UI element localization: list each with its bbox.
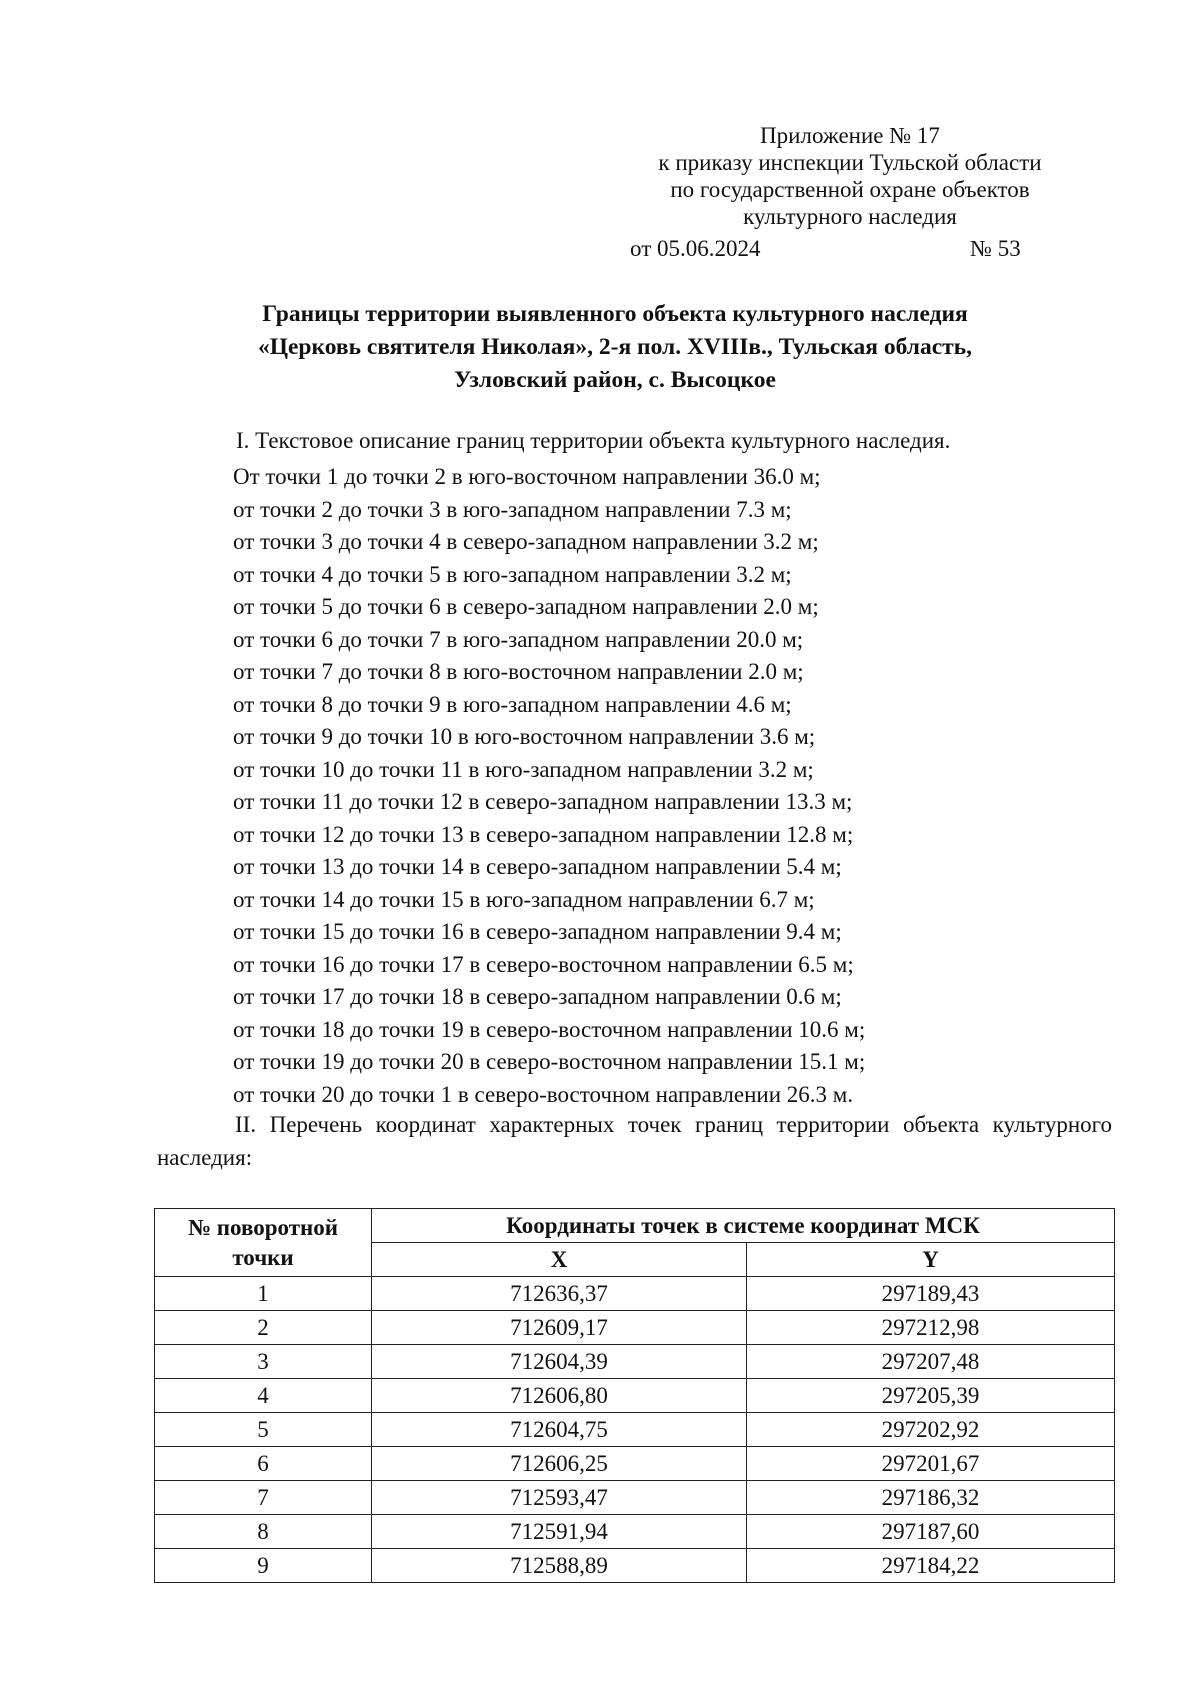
boundary-description-item: от точки 4 до точки 5 в юго-западном направлении 3.2 м;: [233, 561, 792, 587]
section-2-heading: II. Перечень координат характерных точек границ территории объекта культурного наследия:: [157, 1112, 1112, 1170]
header-point-number: № поворотной точки: [155, 1209, 372, 1277]
boundary-description-item: от точки 19 до точки 20 в северо-восточном направлении 15.1 м;: [233, 1049, 866, 1074]
boundary-description-item: от точки 10 до точки 11 в юго-западном направлении 3.2 м;: [233, 756, 814, 782]
table-row: [155, 1481, 1115, 1515]
boundary-description-item: от точки 11 до точки 12 в северо-западном направлении 13.3 м;: [233, 789, 853, 814]
cell-y: 297187,60: [747, 1515, 1115, 1549]
boundary-description-item: от точки 16 до точки 17 в северо-восточном направлении 6.5 м;: [233, 951, 854, 977]
boundary-description-item: от точки 5 до точки 6 в северо-западном направлении 2.0 м;: [233, 594, 819, 619]
header-coordinates: Координаты точек в системе координат МСК: [372, 1209, 1115, 1243]
boundary-description-item: от точки 20 до точки 1 в северо-восточном направлении 26.3 м.: [233, 1081, 854, 1107]
cell-y: 297184,22: [747, 1549, 1115, 1583]
cell-x: 712591,94: [372, 1515, 747, 1549]
cell-x: 712606,25: [372, 1447, 747, 1481]
header-y: Y: [747, 1243, 1115, 1277]
cell-x: 712604,75: [372, 1413, 747, 1447]
cell-x: 712609,17: [372, 1311, 747, 1345]
title-line-1: Границы территории выявленного объекта культурного наследия: [262, 301, 968, 327]
cell-y: 297201,67: [747, 1447, 1115, 1481]
appendix-order-line: к приказу инспекции Тульской области: [658, 150, 1042, 175]
appendix-authority-line: по государственной охране объектов: [670, 177, 1030, 202]
cell-point: 5: [155, 1413, 372, 1447]
cell-point: 2: [155, 1311, 372, 1345]
cell-y: 297207,48: [747, 1345, 1115, 1379]
cell-y: 297212,98: [747, 1311, 1115, 1345]
cell-x: 712636,37: [372, 1277, 747, 1311]
boundary-description-item: От точки 1 до точки 2 в юго-восточном направлении 36.0 м;: [233, 464, 821, 489]
boundary-description-item: от точки 17 до точки 18 в северо-западном направлении 0.6 м;: [233, 984, 842, 1009]
cell-point: 8: [155, 1515, 372, 1549]
table-row: [155, 1413, 1115, 1447]
cell-x: 712604,39: [372, 1345, 747, 1379]
cell-point: 7: [155, 1481, 372, 1515]
coordinates-table: [154, 1208, 1115, 1583]
table-row: [155, 1379, 1115, 1413]
cell-y: 297186,32: [747, 1481, 1115, 1515]
boundary-description-item: от точки 7 до точки 8 в юго-восточном направлении 2.0 м;: [233, 659, 804, 684]
cell-point: 6: [155, 1447, 372, 1481]
table-row: [155, 1549, 1115, 1583]
cell-x: 712606,80: [372, 1379, 747, 1413]
header-x: X: [372, 1243, 747, 1277]
table-row: [155, 1447, 1115, 1481]
table-row: [155, 1515, 1115, 1549]
cell-y: 297205,39: [747, 1379, 1115, 1413]
cell-point: 4: [155, 1379, 372, 1413]
boundary-description-item: от точки 15 до точки 16 в северо-западном направлении 9.4 м;: [233, 919, 842, 944]
cell-point: 1: [155, 1277, 372, 1311]
cell-point: 9: [155, 1549, 372, 1583]
boundary-description-item: от точки 8 до точки 9 в юго-западном направлении 4.6 м;: [233, 691, 792, 717]
order-number: № 53: [970, 236, 1021, 261]
title-line-3: Узловский район, с. Высоцкое: [454, 367, 776, 393]
boundary-description-item: от точки 13 до точки 14 в северо-западном направлении 5.4 м;: [233, 854, 842, 879]
cell-point: 3: [155, 1345, 372, 1379]
appendix-number: Приложение № 17: [760, 123, 940, 148]
cell-y: 297202,92: [747, 1413, 1115, 1447]
coordinates-table-body: [155, 1277, 1115, 1583]
section-1-heading: I. Текстовое описание границ территории объекта культурного наследия.: [236, 428, 951, 453]
order-date: от 05.06.2024: [630, 236, 761, 261]
title-line-2: «Церковь святителя Николая», 2-я пол. XVIIIв., Тульская область,: [257, 334, 973, 360]
cell-y: 297189,43: [747, 1277, 1115, 1311]
boundary-description-item: от точки 18 до точки 19 в северо-восточном направлении 10.6 м;: [233, 1016, 866, 1042]
appendix-header: [590, 122, 1110, 230]
table-row: [155, 1345, 1115, 1379]
boundary-description-item: от точки 3 до точки 4 в северо-западном направлении 3.2 м;: [233, 529, 819, 554]
boundary-description-item: от точки 9 до точки 10 в юго-восточном направлении 3.6 м;: [233, 724, 816, 749]
cell-x: 712588,89: [372, 1549, 747, 1583]
boundary-description-item: от точки 6 до точки 7 в юго-западном направлении 20.0 м;: [233, 626, 804, 652]
cell-x: 712593,47: [372, 1481, 747, 1515]
boundary-description-item: от точки 14 до точки 15 в юго-западном направлении 6.7 м;: [233, 886, 815, 912]
boundary-description-item: от точки 12 до точки 13 в северо-западном направлении 12.8 м;: [233, 821, 854, 847]
appendix-heritage-line: культурного наследия: [743, 204, 957, 229]
boundary-description-list: [233, 461, 865, 1111]
table-row: [155, 1311, 1115, 1345]
boundary-description-item: от точки 2 до точки 3 в юго-западном направлении 7.3 м;: [233, 496, 792, 522]
table-row: [155, 1277, 1115, 1311]
document-title: [160, 298, 1070, 397]
